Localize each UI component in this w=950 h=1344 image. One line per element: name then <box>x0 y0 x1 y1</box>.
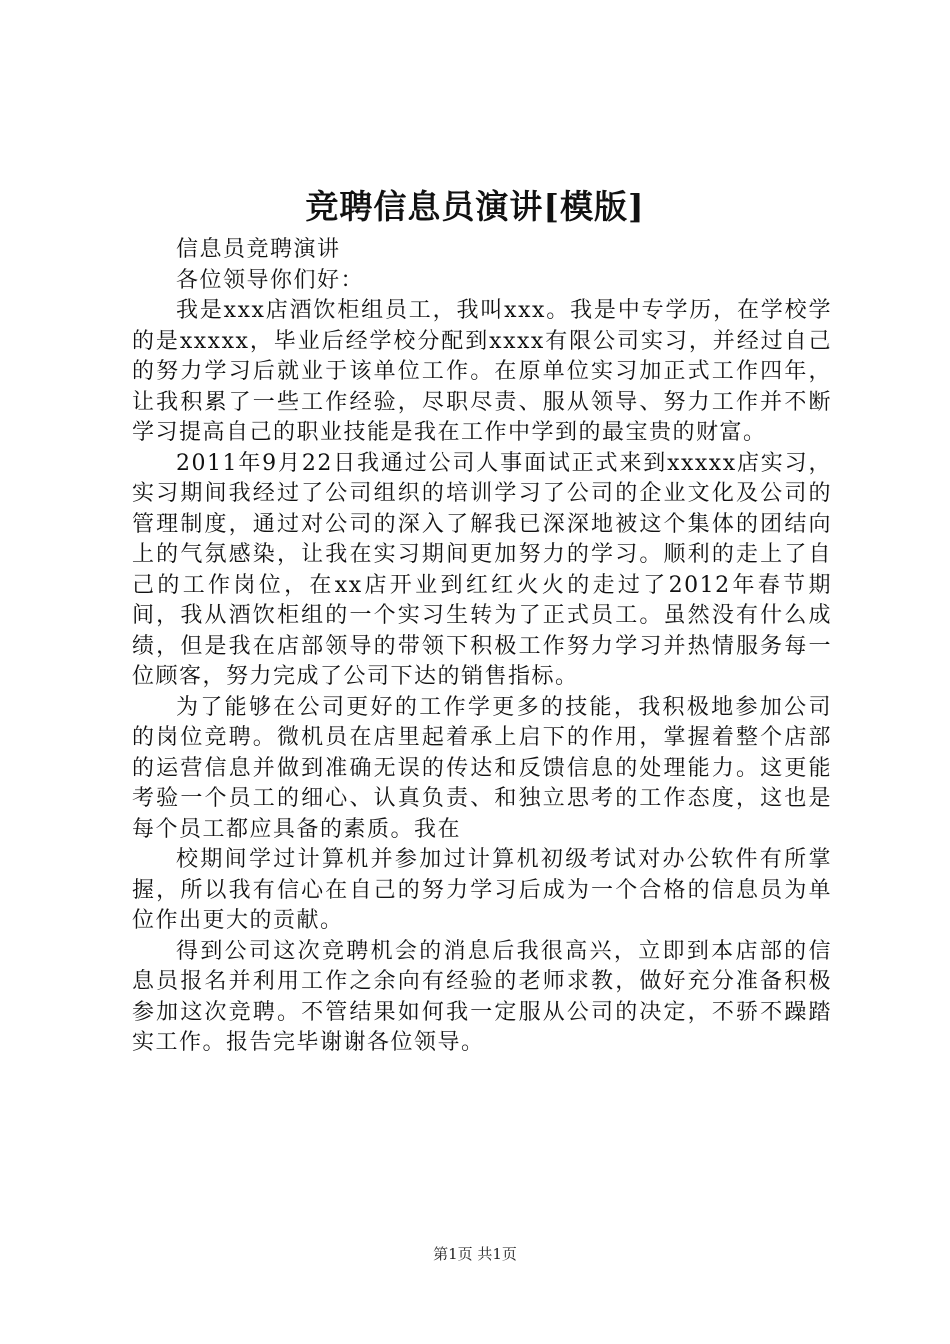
document-body <box>132 235 832 1059</box>
page-number-footer: 第1页 共1页 <box>433 1245 517 1263</box>
paragraph-closing: 得到公司这次竞聘机会的消息后我很高兴，立即到本店部的信息员报名并利用工作之余向有经验的老师求教，做好充分准备积极参加这次竞聘。不管结果如何我一定服从公司的决定，不骄不躁踏实工作。报告完毕谢谢各位领导。 <box>132 938 832 1055</box>
paragraph-skills: 校期间学过计算机并参加过计算机初级考试对办公软件有所掌握，所以我有信心在自己的努力学习后成为一个合格的信息员为单位作出更大的贡献。 <box>132 847 832 933</box>
paragraph-motivation: 为了能够在公司更好的工作学更多的技能，我积极地参加公司的岗位竞聘。微机员在店里起着承上启下的作用，掌握着整个店部的运营信息并做到准确无误的传达和反馈信息的处理能力。这更能考验一个员工的细心、认真负责、和独立思考的工作态度，这也是每个员工都应具备的素质。我在 <box>132 694 832 842</box>
paragraph-heading: 信息员竞聘演讲 <box>176 237 341 262</box>
paragraph-salutation: 各位领导你们好： <box>176 267 365 293</box>
page-title: 竞聘信息员演讲[模版] <box>305 187 645 226</box>
paragraph-experience: 2011年9月22日我通过公司人事面试正式来到xxxxx店实习，实习期间我经过了公司组织的培训学习了公司的企业文化及公司的管理制度，通过对公司的深入了解我已深深地被这个集体的团结向上的气氛感染，让我在实习期间更加努力的学习。顺利的走上了自己的工作岗位，在xx店开业到红红火火的走过了2012年春节期间，我从酒饮柜组的一个实习生转为了正式员工。虽然没有什么成绩，但是我在店部领导的带领下积极工作努力学习并热情服务每一位顾客，努力完成了公司下达的销售指标。 <box>132 450 832 689</box>
paragraph-introduction: 我是xxx店酒饮柜组员工，我叫xxx。我是中专学历，在学校学的是xxxxx，毕业后经学校分配到xxxx有限公司实习，并经过自己的努力学习后就业于该单位工作。在原单位实习加正式工作四年，让我积累了一些工作经验，尽职尽责、服从领导、努力工作并不断学习提高自己的职业技能是我在工作中学到的最宝贵的财富。 <box>132 298 832 445</box>
